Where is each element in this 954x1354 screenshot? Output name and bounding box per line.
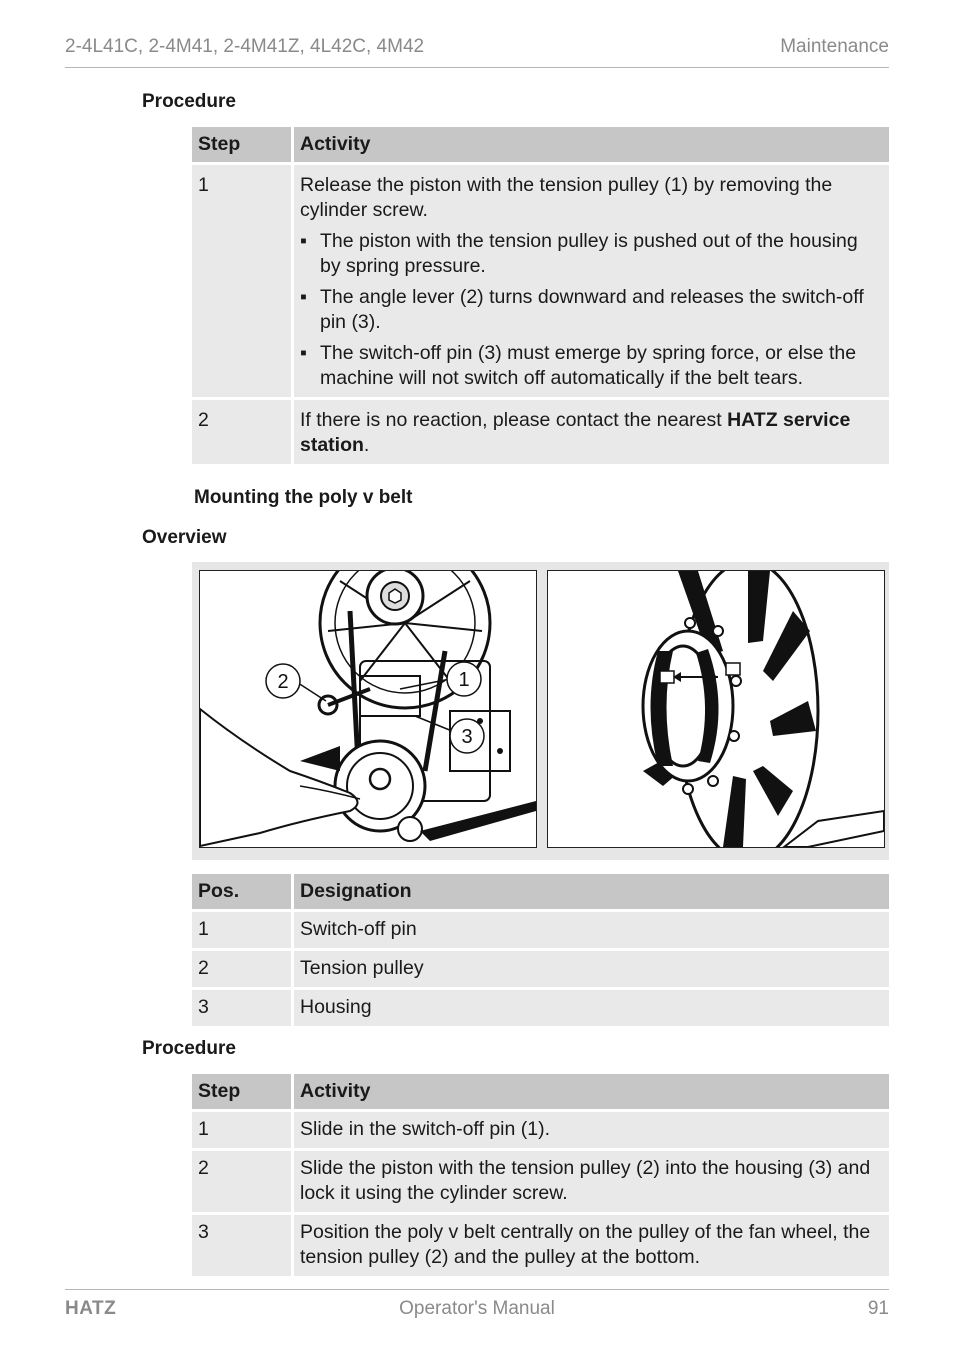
step-text-end: .: [363, 434, 370, 456]
table-row: [192, 912, 889, 948]
pos-designation: Switch-off pin: [294, 912, 889, 948]
bullet-list: [300, 229, 883, 391]
list-item: [300, 341, 883, 391]
col-activity-header: Activity: [294, 1074, 889, 1109]
pos-number: 1: [192, 912, 294, 948]
pos-designation: Housing: [294, 990, 889, 1026]
procedure-table-2: [192, 1071, 889, 1279]
engine-drawing: [200, 571, 536, 847]
mounting-heading: Mounting the poly v belt: [194, 487, 413, 508]
table-header-row: [192, 874, 889, 909]
step-text: If there is no reaction, please contact the nearest: [300, 409, 728, 431]
page-header: [65, 36, 889, 68]
col-step-header: Step: [192, 1074, 294, 1109]
pos-number: 3: [192, 990, 294, 1026]
table-row: [192, 951, 889, 987]
list-item: [300, 229, 883, 279]
brand-logo: HATZ: [65, 1298, 117, 1319]
footer-title: Operator's Manual: [399, 1298, 555, 1319]
service-station-text: HATZ service station: [300, 409, 851, 456]
table-row: [192, 1151, 889, 1212]
overview-figure: [192, 562, 889, 860]
step-activity: Slide the piston with the tension pulley (2) into the housing (3) and lock it using the cylinder screw.: [294, 1151, 889, 1212]
page-number: 91: [867, 1298, 889, 1319]
table-row: [192, 165, 889, 397]
pos-number: 2: [192, 951, 294, 987]
procedure-table-1: [192, 124, 889, 467]
col-designation-header: Designation: [294, 874, 889, 909]
step-activity: Slide in the switch-off pin (1).: [294, 1112, 889, 1148]
step-activity: Position the poly v belt centrally on the pulley of the fan wheel, the tension pulley (2) and the pulley at the bottom.: [294, 1215, 889, 1276]
table-row: [192, 1112, 889, 1148]
table-row: [192, 1215, 889, 1276]
step-activity: [294, 400, 889, 464]
callout-3: 3: [461, 726, 473, 748]
bullet-text: The angle lever (2) turns downward and releases the switch-off pin (3).: [320, 286, 864, 333]
pos-designation: Tension pulley: [294, 951, 889, 987]
header-section: Maintenance: [780, 36, 889, 57]
table-header-row: [192, 127, 889, 162]
col-pos-header: Pos.: [192, 874, 294, 909]
step-number: 1: [192, 165, 294, 397]
table-row: [192, 990, 889, 1026]
step-number: 2: [192, 400, 294, 464]
procedure-heading-2: Procedure: [142, 1038, 236, 1059]
callout-2: 2: [277, 671, 289, 693]
step-activity: [294, 165, 889, 397]
step-number: 3: [192, 1215, 294, 1276]
overview-heading: Overview: [142, 527, 227, 548]
step-number: 1: [192, 1112, 294, 1148]
list-item: [300, 285, 883, 335]
page-footer: [65, 1289, 889, 1326]
engine-illustration: [199, 570, 537, 848]
col-step-header: Step: [192, 127, 294, 162]
fan-wheel-illustration: [547, 570, 885, 848]
step-text: Release the piston with the tension pulley (1) by removing the cylinder screw.: [300, 174, 833, 221]
bullet-marker: ▪: [300, 230, 307, 252]
callout-1: 1: [458, 669, 470, 691]
col-activity-header: Activity: [294, 127, 889, 162]
step-number: 2: [192, 1151, 294, 1212]
positions-table: [192, 871, 889, 1029]
table-header-row: [192, 1074, 889, 1109]
header-models: 2-4L41C, 2-4M41, 2-4M41Z, 4L42C, 4M42: [65, 36, 425, 57]
bullet-marker: ▪: [300, 286, 307, 308]
procedure-heading: Procedure: [142, 91, 236, 112]
bullet-text: The piston with the tension pulley is pushed out of the housing by spring pressure.: [320, 230, 858, 277]
fan-wheel-drawing: [548, 571, 884, 847]
bullet-marker: ▪: [300, 342, 307, 364]
bullet-text: The switch-off pin (3) must emerge by spring force, or else the machine will not switch off automatically if the belt tears.: [320, 342, 857, 389]
table-row: [192, 400, 889, 464]
